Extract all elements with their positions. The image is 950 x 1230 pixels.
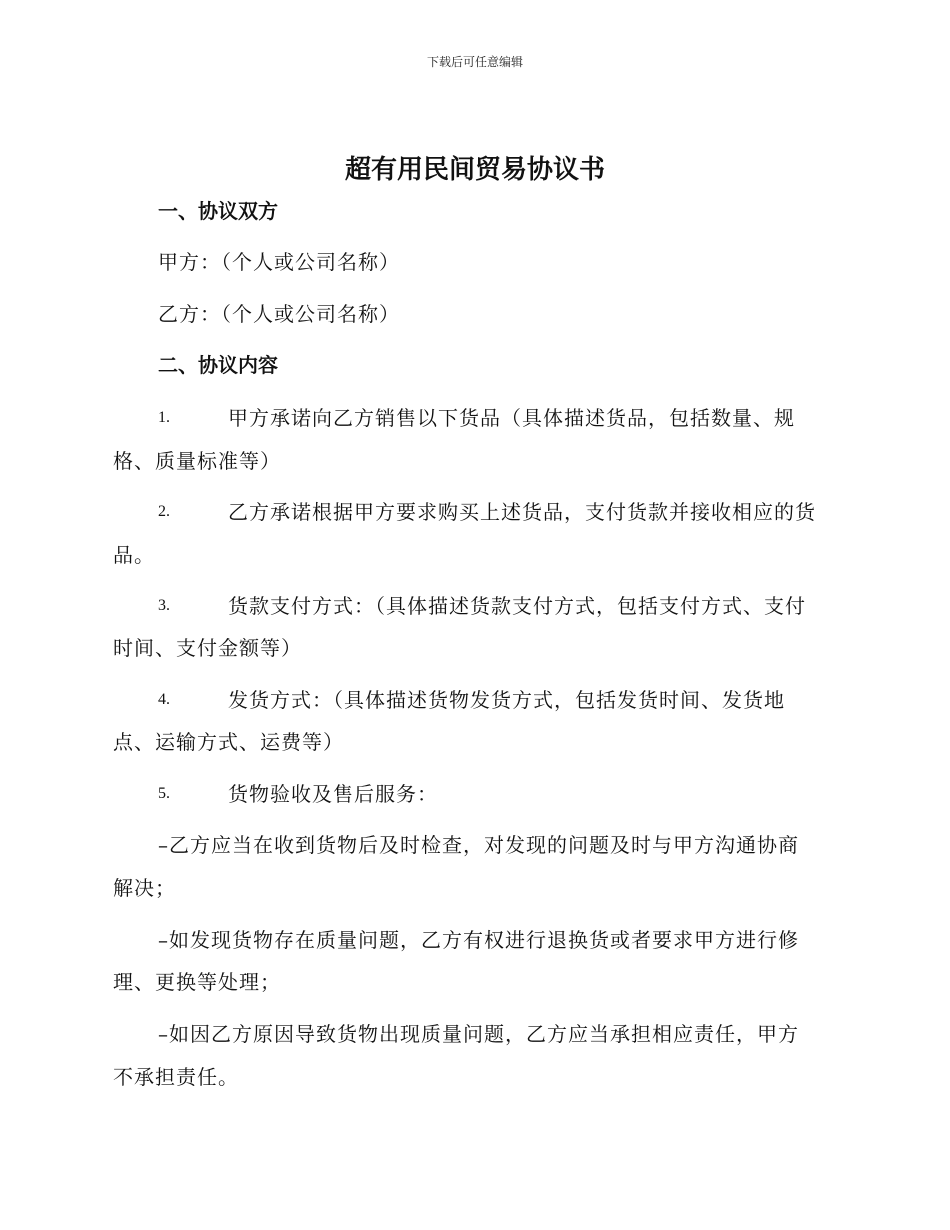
item-2-line-2: 品。 (113, 543, 155, 567)
item-4-number: 4. (158, 691, 170, 708)
item-3-line-2: 时间、支付金额等） (113, 636, 302, 660)
section-heading-content: 二、协议内容 (158, 353, 278, 377)
document-title: 超有用民间贸易协议书 (344, 155, 605, 185)
bullet-3-line-2: 不承担责任。 (113, 1065, 239, 1089)
item-4-line-2: 点、运输方式、运费等） (113, 730, 344, 754)
page-header-note: 下载后可任意编辑 (426, 55, 523, 69)
bullet-1-line-2: 解决； (113, 876, 176, 900)
item-1-number: 1. (158, 409, 170, 426)
party-a-line: 甲方：（个人或公司名称） (158, 250, 400, 274)
item-5-line-1: 货物验收及售后服务： (228, 782, 438, 806)
item-5-number: 5. (158, 785, 170, 802)
item-1-line-1: 甲方承诺向乙方销售以下货品（具体描述货品，包括数量、规 (228, 406, 795, 430)
item-3-number: 3. (158, 597, 170, 614)
bullet-1-line-1: –乙方应当在收到货物后及时检查，对发现的问题及时与甲方沟通协商 (158, 833, 799, 857)
item-2-line-1: 乙方承诺根据甲方要求购买上述货品，支付货款并接收相应的货 (228, 500, 816, 524)
item-3-line-1: 货款支付方式：（具体描述货款支付方式，包括支付方式、支付 (228, 594, 806, 618)
section-heading-parties: 一、协议双方 (158, 199, 278, 223)
item-2-number: 2. (158, 503, 170, 520)
bullet-2-line-1: –如发现货物存在质量问题，乙方有权进行退换货或者要求甲方进行修 (158, 928, 799, 952)
bullet-2-line-2: 理、更换等处理； (113, 970, 281, 994)
item-4-line-1: 发货方式：（具体描述货物发货方式，包括发货时间、发货地 (228, 688, 785, 712)
bullet-3-line-1: –如因乙方原因导致货物出现质量问题，乙方应当承担相应责任，甲方 (158, 1022, 799, 1046)
item-1-line-2: 格、质量标准等） (113, 449, 281, 473)
party-b-line: 乙方：（个人或公司名称） (158, 302, 400, 326)
